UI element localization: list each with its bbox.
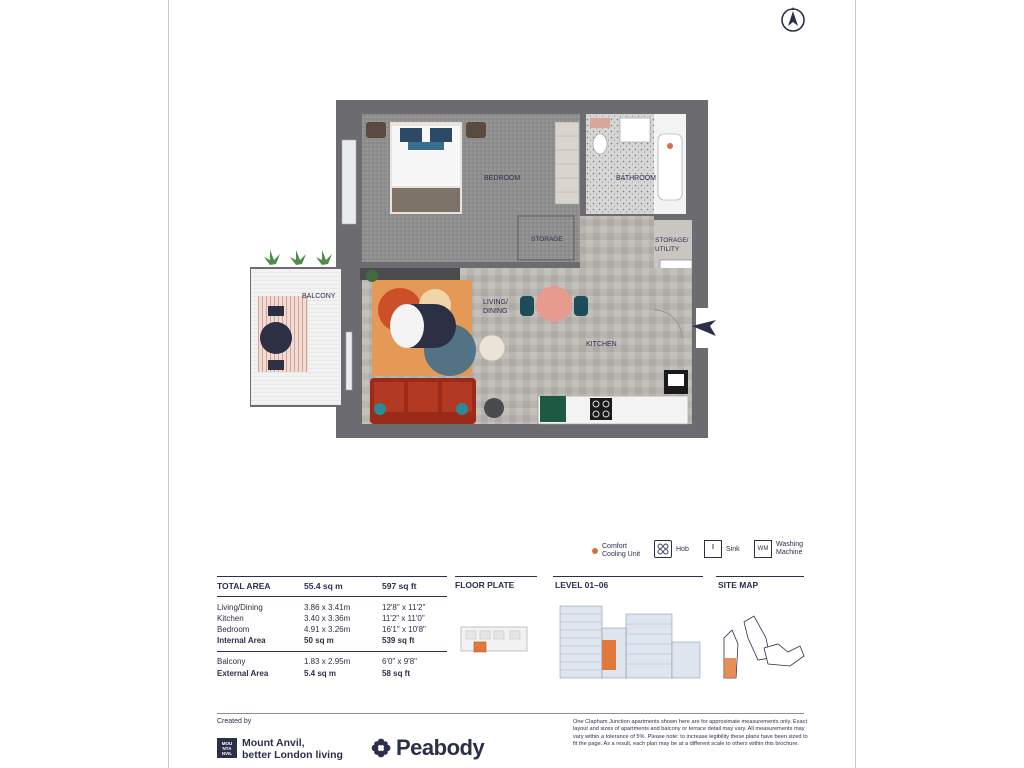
- total-area-sqft: 597 sq ft: [382, 581, 417, 591]
- legend-sink-label: Sink: [726, 545, 740, 553]
- external-area-label: External Area: [217, 669, 269, 678]
- level-elevation-diagram: [558, 602, 702, 680]
- room-label: Kitchen: [217, 614, 244, 623]
- total-area-sqm: 55.4 sq m: [304, 581, 343, 591]
- disclaimer-text: One Clapham Junction apartments shown here are for approximate measurements only. Exact layout and sizes of apartments and balcony or terrace detail may vary. All measurements may vary within a tolerance of 5%. Please note: to increase legibility these plans have been sized to fit the page. As a result, each plan may be at a different scale to others within this brochure.: [573, 719, 808, 747]
- hob-icon: [654, 540, 672, 558]
- balcony-label: Balcony: [217, 657, 246, 666]
- svg-text:BATHROOM: BATHROOM: [616, 175, 656, 182]
- divider-level-top: [553, 576, 703, 577]
- legend-comfort-line1: Comfort: [602, 543, 627, 550]
- peabody-flower-icon: [370, 737, 392, 759]
- svg-text:KITCHEN: KITCHEN: [586, 341, 617, 348]
- svg-text:DINING: DINING: [483, 308, 508, 315]
- legend-wm-line1: Washing: [776, 541, 803, 548]
- peabody-wordmark: Peabody: [396, 735, 485, 760]
- washing-machine-icon: WM: [754, 540, 772, 558]
- cooling-unit-icon: [592, 548, 598, 554]
- svg-text:BALCONY: BALCONY: [302, 293, 336, 300]
- level-title: LEVEL 01–06: [555, 580, 609, 590]
- svg-text:UTILITY: UTILITY: [655, 246, 680, 253]
- room-label: Bedroom: [217, 625, 250, 634]
- external-area-sqft: 58 sq ft: [382, 669, 411, 678]
- svg-text:LIVING/: LIVING/: [483, 299, 508, 306]
- floor-plate-diagram: [460, 622, 528, 658]
- svg-text:STORAGE/: STORAGE/: [655, 237, 689, 244]
- site-map-title: SITE MAP: [718, 580, 759, 590]
- total-area-label: TOTAL AREA: [217, 581, 271, 591]
- floor-plate-title: FLOOR PLATE: [455, 580, 515, 590]
- room-imperial: 16'1" x 10'8": [382, 625, 426, 634]
- divider-footer: [217, 713, 804, 714]
- sink-icon: [704, 540, 722, 558]
- legend-wm-line2: Machine: [776, 549, 803, 556]
- legend-comfort-line2: Cooling Unit: [602, 551, 641, 558]
- mount-anvil-wordmark: Mount Anvil, better London living: [242, 737, 343, 761]
- balcony-imperial: 6'0" x 9'8": [382, 657, 417, 666]
- internal-area-sqm: 50 sq m: [304, 636, 334, 645]
- room-label: Living/Dining: [217, 603, 263, 612]
- room-metric: 3.40 x 3.36m: [304, 614, 351, 623]
- internal-area-label: Internal Area: [217, 636, 266, 645]
- peabody-logo: [370, 735, 484, 761]
- room-imperial: 12'8" x 11'2": [382, 603, 426, 612]
- created-by-label: Created by: [217, 718, 252, 725]
- room-metric: 3.86 x 3.41m: [304, 603, 351, 612]
- legend-hob-label: Hob: [676, 545, 689, 553]
- dining-table: [536, 286, 572, 322]
- divider-floorplate-top: [455, 576, 537, 577]
- floor-plate-highlight: [474, 642, 486, 652]
- level-highlight: [602, 640, 616, 670]
- north-arrow-icon: [780, 6, 806, 32]
- internal-area-sqft: 539 sq ft: [382, 636, 415, 645]
- svg-text:BEDROOM: BEDROOM: [484, 175, 521, 182]
- external-area-sqm: 5.4 sq m: [304, 669, 337, 678]
- room-imperial: 11'2" x 11'0": [382, 614, 425, 623]
- divider-sitemap-top: [716, 576, 804, 577]
- room-metric: 4.91 x 3.26m: [304, 625, 351, 634]
- svg-text:STORAGE: STORAGE: [531, 236, 563, 243]
- balcony-metric: 1.83 x 2.95m: [304, 657, 351, 666]
- floor-plan: [250, 100, 720, 440]
- divider-area-top: [217, 576, 447, 577]
- mount-anvil-logo: MOU NTA NVIL: [217, 738, 237, 758]
- site-map-diagram: [718, 608, 808, 684]
